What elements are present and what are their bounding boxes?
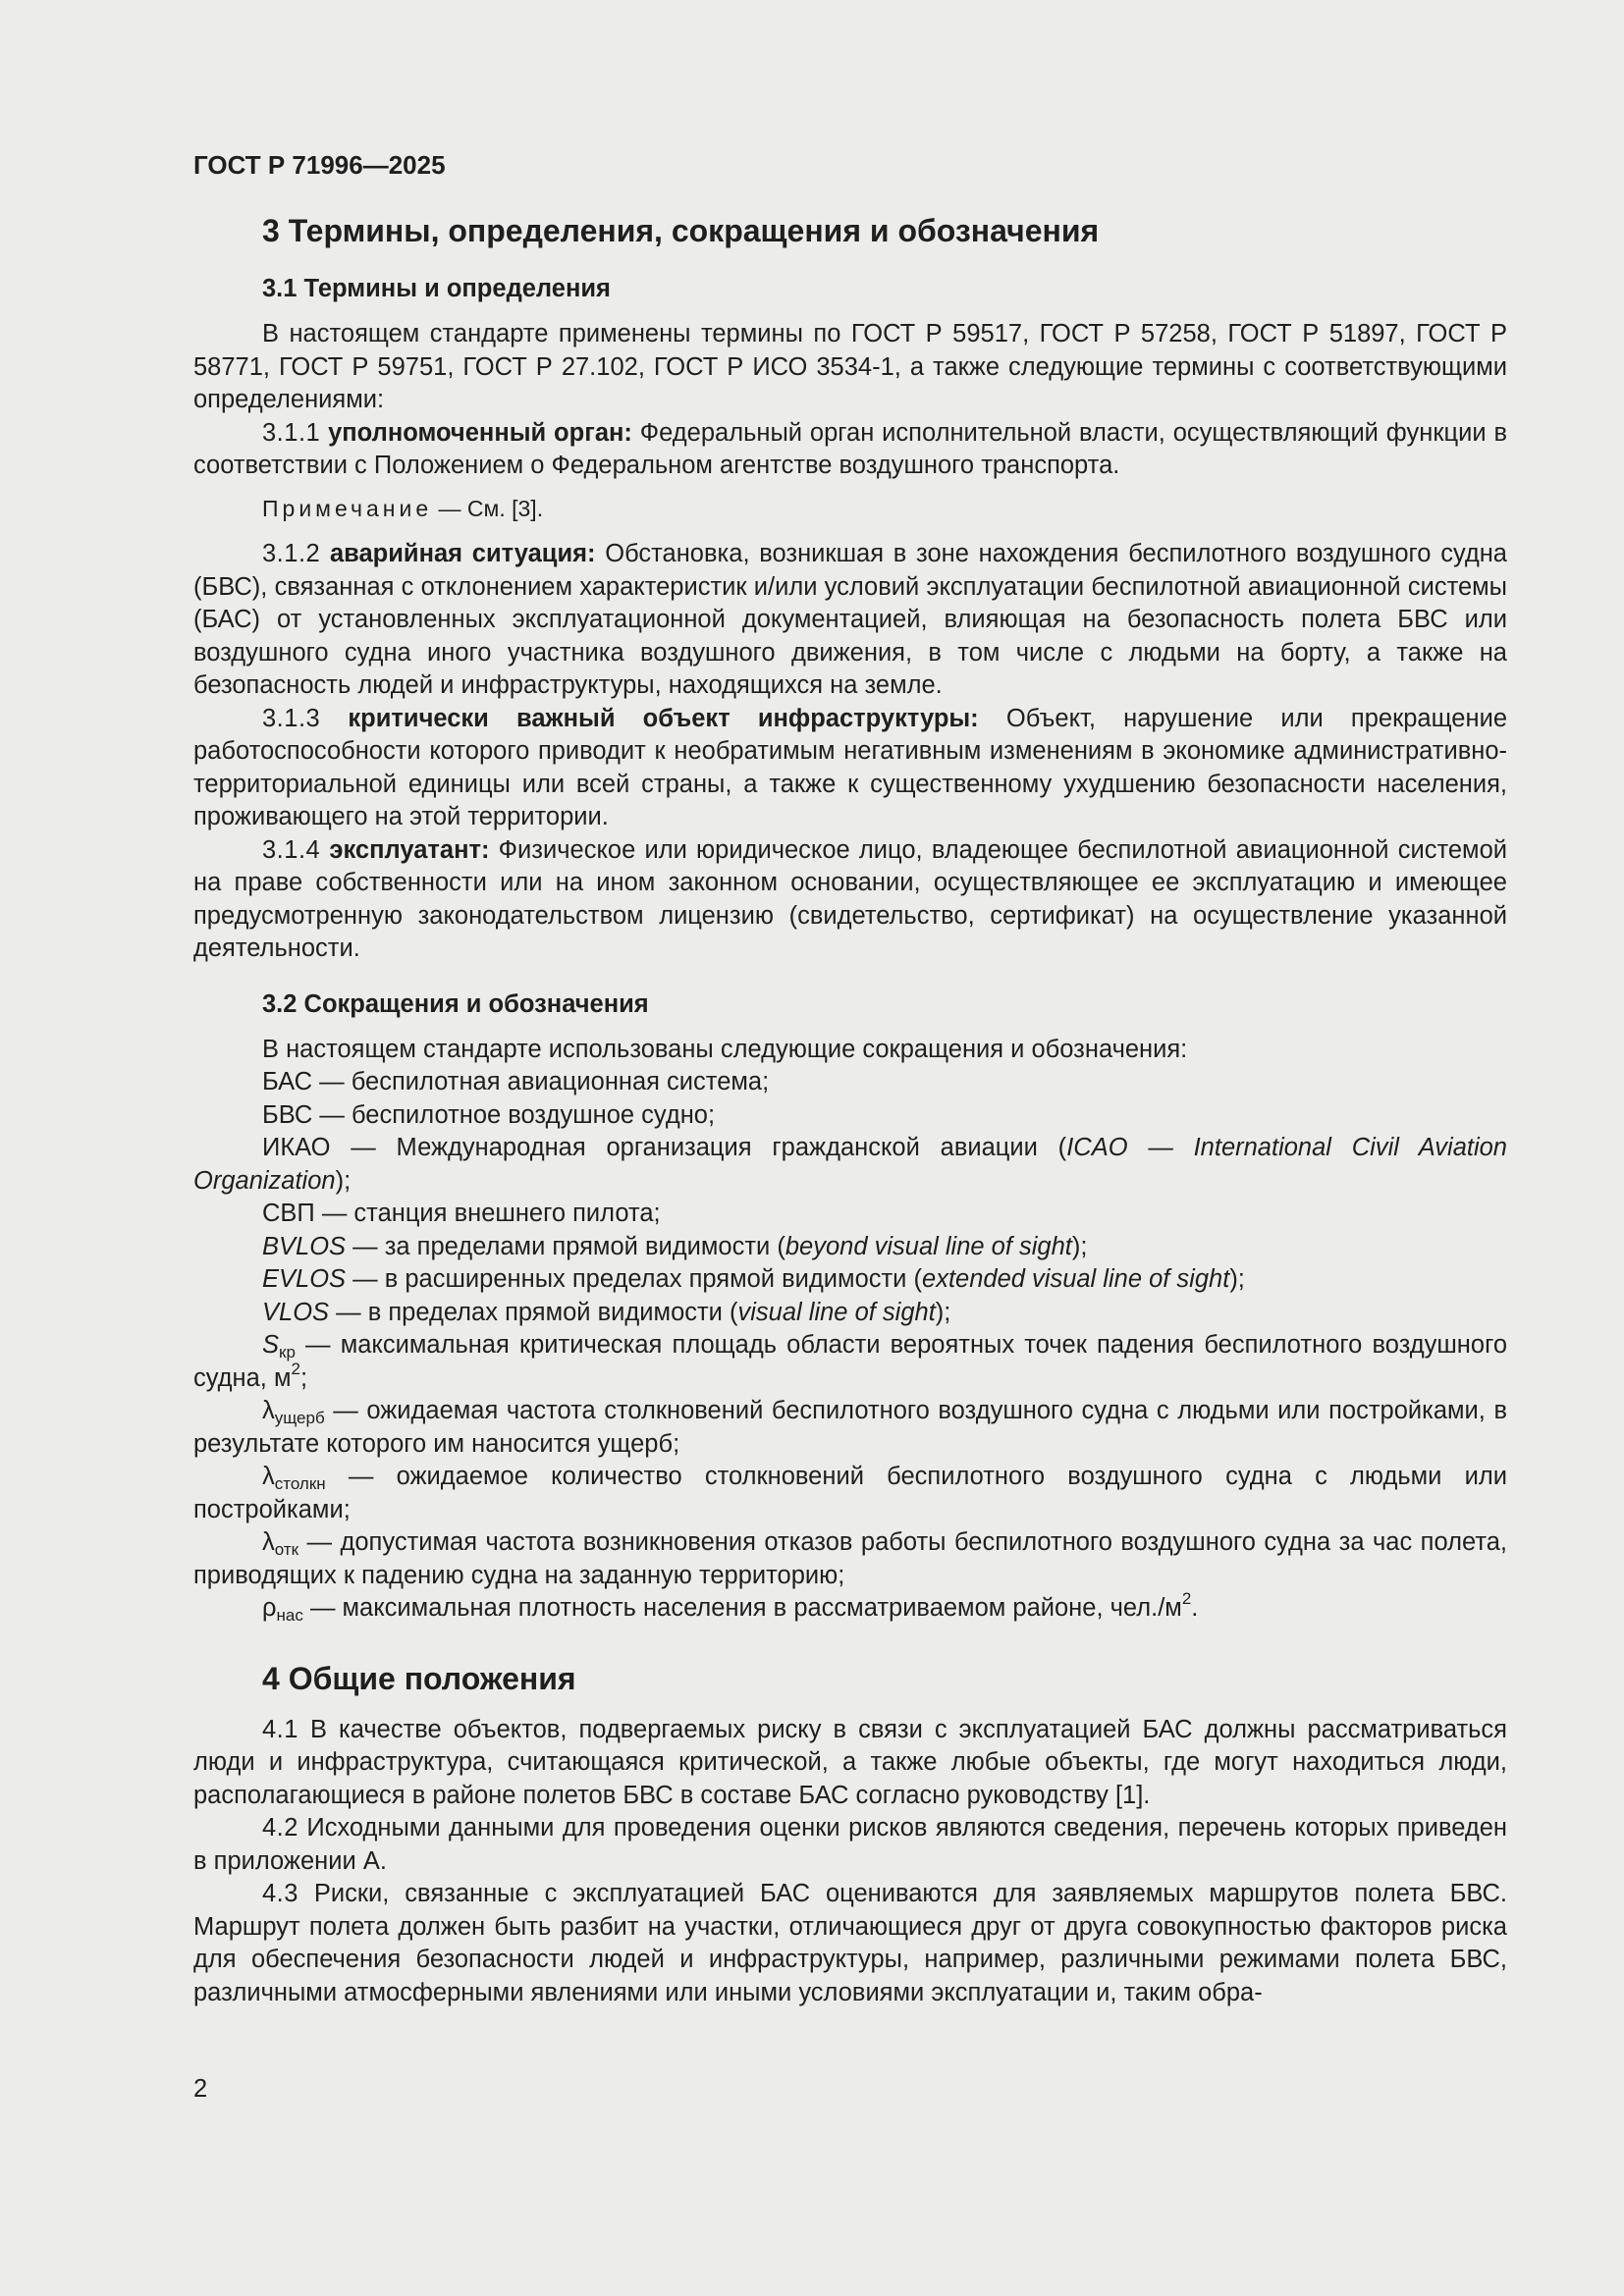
symbol-subscript: отк bbox=[274, 1540, 299, 1559]
abbr-evlos bbox=[193, 1263, 1507, 1297]
symbol-subscript: нас bbox=[276, 1606, 303, 1625]
note-label: Примечание bbox=[262, 495, 433, 521]
symbol-rho bbox=[193, 1589, 1507, 1626]
term-definition: Физическое или юридическое лицо, владеющее беспилотной авиационной системой на праве собственности или на ином законном основании, осуществляющее ее эксплуатацию и имеющее предусмотренную законодательством лицензию (свидетельство, сертификат) на осуществление указанной деятельности. bbox=[193, 835, 1507, 962]
symbol-subscript: ущерб bbox=[274, 1409, 325, 1427]
subsection-3-2-title: 3.2 Сокращения и обозначения bbox=[262, 989, 649, 1018]
document-code: ГОСТ Р 71996—2025 bbox=[193, 150, 446, 180]
note-text: — См. [3]. bbox=[438, 495, 544, 521]
symbol-skr bbox=[193, 1329, 1507, 1395]
term-number: 3.1.3 bbox=[262, 704, 321, 732]
symbol-text: — ожидаемое количество столкновений беспилотного воздушного судна с людьми или постройками; bbox=[193, 1463, 1507, 1523]
clause-4-2 bbox=[193, 1812, 1507, 1878]
abbr-bvs: БВС — беспилотное воздушное судно; bbox=[262, 1100, 716, 1129]
subsection-3-1-title: 3.1 Термины и определения bbox=[262, 275, 611, 302]
term-3-1-4 bbox=[193, 834, 1507, 966]
term-number: 3.1.4 bbox=[262, 835, 321, 864]
symbol-text: ; bbox=[299, 1363, 308, 1392]
abbr-bvlos bbox=[193, 1231, 1507, 1264]
term-number: 3.1.2 bbox=[262, 540, 321, 567]
symbol-subscript: столкн bbox=[274, 1474, 326, 1493]
abbr-english: beyond visual line of sight bbox=[785, 1232, 1072, 1260]
clause-text: Исходными данными для проведения оценки рисков являются сведения, перечень которых приведен в приложении А. bbox=[193, 1814, 1507, 1875]
terms-intro: В настоящем стандарте применены термины по ГОСТ Р 59517, ГОСТ Р 57258, ГОСТ Р 51897, ГОСТ Р 58771, ГОСТ Р 59751, ГОСТ Р 27.102, ГОСТ Р ИСО 3534-1, а также следующие термины с соответствующими определениями: bbox=[193, 320, 1507, 413]
term-3-1-2 bbox=[193, 538, 1507, 703]
term-name: аварийная ситуация: bbox=[329, 540, 596, 567]
abbr-symbol: EVLOS bbox=[262, 1265, 347, 1293]
clause-text: Риски, связанные с эксплуатацией БАС оцениваются для заявляемых маршрутов полета БВС. Маршрут полета должен быть разбит на участки, отличающиеся друг от друга совокупностью факторов риска для обеспечения безопасности людей и инфраструктуры, например, различными режимами полета БВС, различными атмосферными явлениями или иными условиями эксплуатации и, таким обра- bbox=[193, 1880, 1507, 2006]
page-content bbox=[193, 147, 1507, 2009]
abbr-text: — в расширенных пределах прямой видимости ( bbox=[346, 1265, 923, 1293]
symbol-text: . bbox=[1191, 1594, 1199, 1622]
abbr-text: ); bbox=[935, 1298, 951, 1326]
term-name: эксплуатант: bbox=[329, 835, 490, 864]
superscript: 2 bbox=[291, 1359, 300, 1378]
abbr-svp: СВП — станция внешнего пилота; bbox=[262, 1200, 661, 1227]
symbol: λ bbox=[262, 1463, 275, 1490]
term-3-1-1 bbox=[193, 417, 1507, 483]
symbol-text: — допустимая частота возникновения отказов работы беспилотного воздушного судна за час полета, приводящих к падению судна на заданную территорию; bbox=[193, 1528, 1507, 1589]
symbol: λ bbox=[262, 1528, 275, 1556]
abbreviations-intro: В настоящем стандарте использованы следующие сокращения и обозначения: bbox=[262, 1035, 1188, 1063]
symbol-lambda-failure bbox=[193, 1526, 1507, 1592]
symbol-text: — максимальная плотность населения в рассматриваемом районе, чел./м bbox=[302, 1594, 1182, 1622]
symbol-subscript: кр bbox=[279, 1343, 296, 1362]
abbr-text: — в пределах прямой видимости ( bbox=[329, 1298, 738, 1326]
section-3-title: 3 Термины, определения, сокращения и обозначения bbox=[262, 213, 1100, 248]
clause-text: В качестве объектов, подвергаемых риску в связи с эксплуатацией БАС должны рассматриваться люди и инфраструктура, считающаяся критической, а также любые объекты, где могут находиться люди, располагающиеся в районе полетов БВС в составе БАС согласно руководству [1]. bbox=[193, 1715, 1507, 1809]
abbr-text: ); bbox=[335, 1166, 352, 1195]
abbr-english: ICAO — International Civil Aviation Organization bbox=[193, 1134, 1507, 1195]
page-number: 2 bbox=[193, 2075, 208, 2103]
term-name: уполномоченный орган: bbox=[328, 418, 632, 447]
section-4-title: 4 Общие положения bbox=[262, 1660, 576, 1696]
abbr-text: — за пределами прямой видимости ( bbox=[346, 1232, 785, 1260]
symbol-lambda-collision bbox=[193, 1461, 1507, 1526]
abbr-bas: БАС — беспилотная авиационная система; bbox=[262, 1068, 770, 1095]
symbol: S bbox=[262, 1331, 280, 1359]
abbr-english: visual line of sight bbox=[737, 1298, 936, 1326]
superscript: 2 bbox=[1181, 1589, 1192, 1608]
symbol-text: — максимальная критическая площадь области вероятных точек падения беспилотного воздушного судна, м bbox=[193, 1331, 1507, 1392]
note bbox=[193, 493, 1507, 526]
symbol-text: — ожидаемая частота столкновений беспилотного воздушного судна с людьми или постройками, в результате которого им наносится ущерб; bbox=[193, 1397, 1507, 1458]
symbol: ρ bbox=[262, 1594, 277, 1622]
term-name: критически важный объект инфраструктуры: bbox=[348, 704, 979, 732]
abbr-text: ); bbox=[1229, 1265, 1245, 1293]
abbr-symbol: BVLOS bbox=[262, 1232, 347, 1260]
clause-number: 4.1 bbox=[262, 1715, 298, 1743]
term-definition: Объект, нарушение или прекращение работоспособности которого приводит к необратимым негативным изменениям в экономике административно-территориальной единицы или всей страны, а также к существенному ухудшению безопасности населения, проживающего на этой территории. bbox=[193, 704, 1507, 830]
symbol: λ bbox=[262, 1397, 275, 1424]
clause-4-1 bbox=[193, 1714, 1507, 1813]
abbr-vlos bbox=[193, 1297, 1507, 1330]
symbol-lambda-damage bbox=[193, 1395, 1507, 1461]
term-definition: Федеральный орган исполнительной власти, осуществляющий функции в соответствии с Положением о Федеральном агентстве воздушного транспорта. bbox=[193, 418, 1507, 479]
abbr-english: extended visual line of sight bbox=[922, 1265, 1230, 1293]
abbr-symbol: VLOS bbox=[262, 1298, 330, 1326]
abbr-ikao bbox=[193, 1132, 1507, 1198]
term-3-1-3 bbox=[193, 703, 1507, 834]
clause-number: 4.3 bbox=[262, 1880, 298, 1907]
clause-4-3 bbox=[193, 1878, 1507, 2009]
abbr-text: ); bbox=[1071, 1232, 1088, 1260]
term-definition: Обстановка, возникшая в зоне нахождения беспилотного воздушного судна (БВС), связанная с отклонением характеристик и/или условий эксплуатации беспилотной авиационной системы (БАС) от установленных эксплуатационной документацией, влияющая на безопасность полета БВС или воздушного судна иного участника воздушного движения, в том числе с людьми на борту, а также на безопасность людей и инфраструктуры, находящихся на земле. bbox=[193, 540, 1507, 699]
clause-number: 4.2 bbox=[262, 1814, 298, 1842]
abbr-text: ИКАО — Международная организация гражданской авиации ( bbox=[262, 1134, 1067, 1161]
term-number: 3.1.1 bbox=[262, 418, 321, 447]
